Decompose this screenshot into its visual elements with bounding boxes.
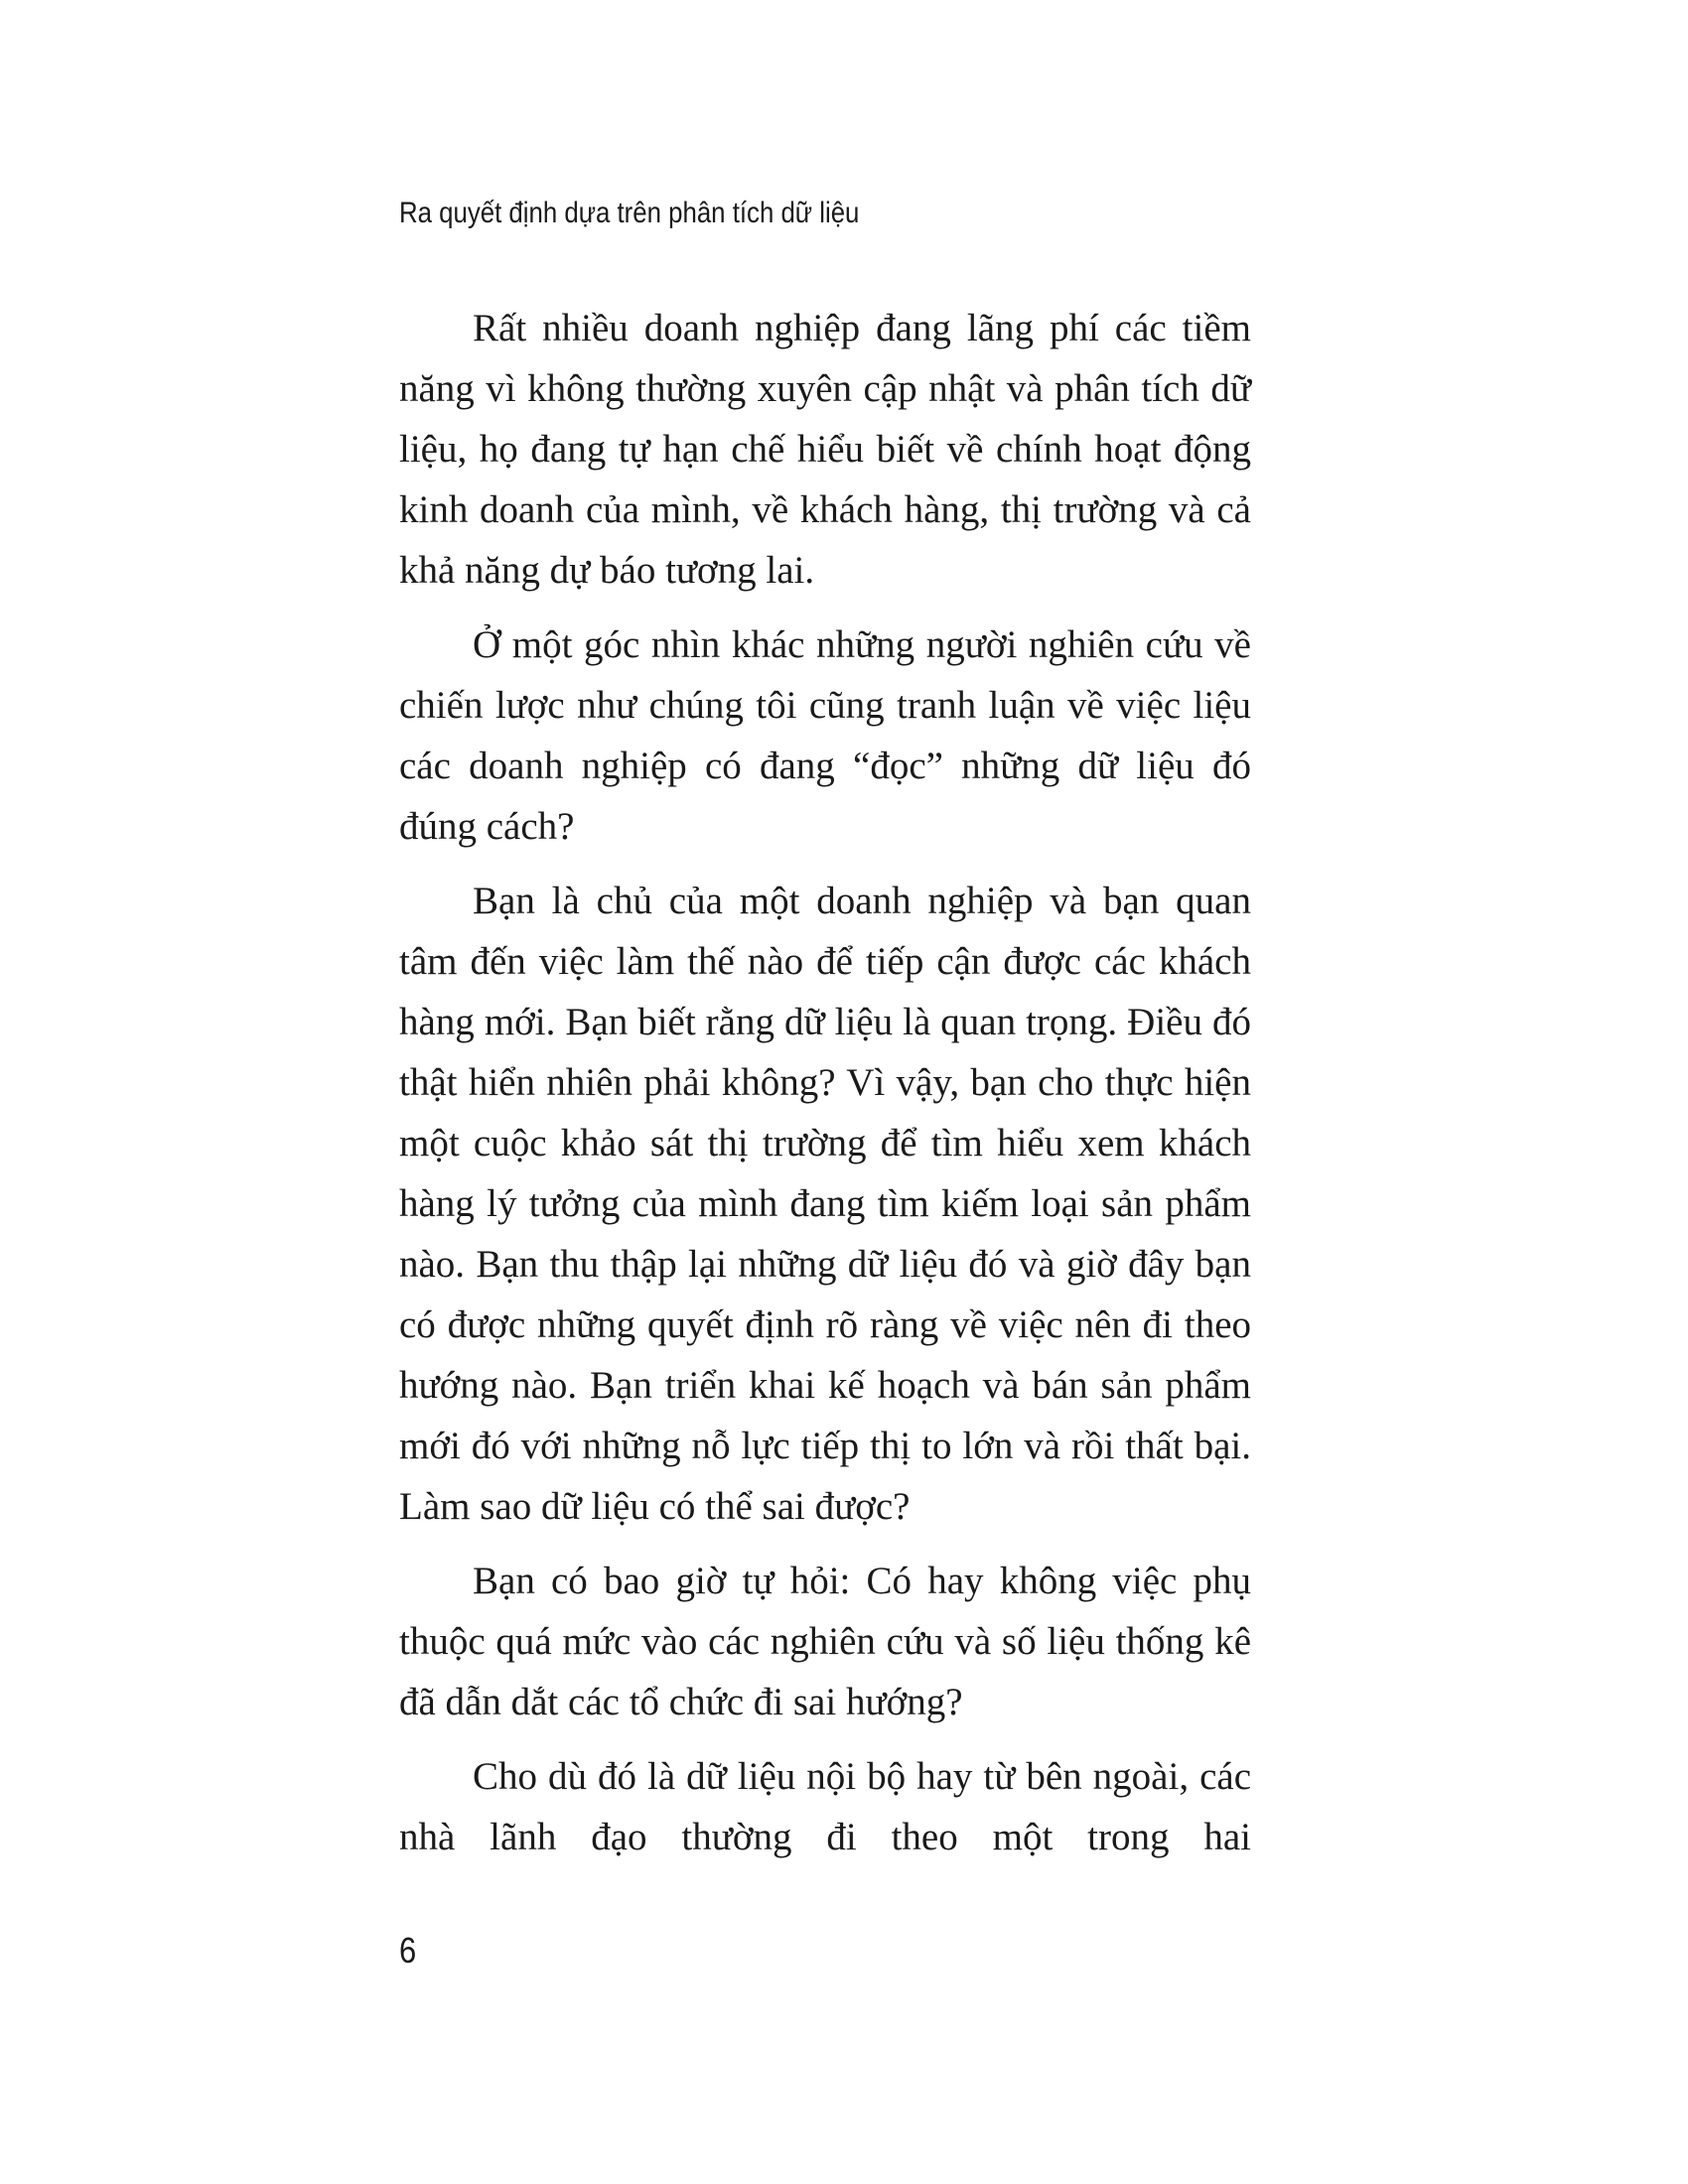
running-header-title: Ra quyết định dựa trên phân tích dữ liệu: [399, 197, 860, 229]
paragraph: Bạn có bao giờ tự hỏi: Có hay không việc phụ thuộc quá mức vào các nghiên cứu và số liệu thống kê đã dẫn dắt các tổ chức đi sai hướng?: [399, 1560, 1251, 1723]
paragraph-continued: Cho dù đó là dữ liệu nội bộ hay từ bên ngoài, các nhà lãnh đạo thường đi theo một trong hai: [399, 1755, 1251, 1858]
paragraph: Bạn là chủ của một doanh nghiệp và bạn quan tâm đến việc làm thế nào để tiếp cận được các khách hàng mới. Bạn biết rằng dữ liệu là quan trọng. Điều đó thật hiển nhiên phải không? Vì vậy, bạn cho thực hiện một cuộc khảo sát thị trường để tìm hiểu xem khách hàng lý tưởng của mình đang tìm kiếm loại sản phẩm nào. Bạn thu thập lại những dữ liệu đó và giờ đây bạn có được những quyết định rõ ràng về việc nên đi theo hướng nào. Bạn triển khai kế hoạch và bán sản phẩm mới đó với những nỗ lực tiếp thị to lớn và rồi thất bại. Làm sao dữ liệu có thể sai được?: [399, 880, 1251, 1528]
paragraph: Ở một góc nhìn khác những người nghiên cứu về chiến lược như chúng tôi cũng tranh luận về việc liệu các doanh nghiệp có đang “đọc” những dữ liệu đó đúng cách?: [399, 623, 1251, 848]
page-number: 6: [399, 1930, 417, 1971]
body-text: [399, 298, 1251, 1881]
paragraph: Rất nhiều doanh nghiệp đang lãng phí các tiềm năng vì không thường xuyên cập nhật và phân tích dữ liệu, họ đang tự hạn chế hiểu biết về chính hoạt động kinh doanh của mình, về khách hàng, thị trường và cả khả năng dự báo tương lai.: [399, 307, 1251, 592]
